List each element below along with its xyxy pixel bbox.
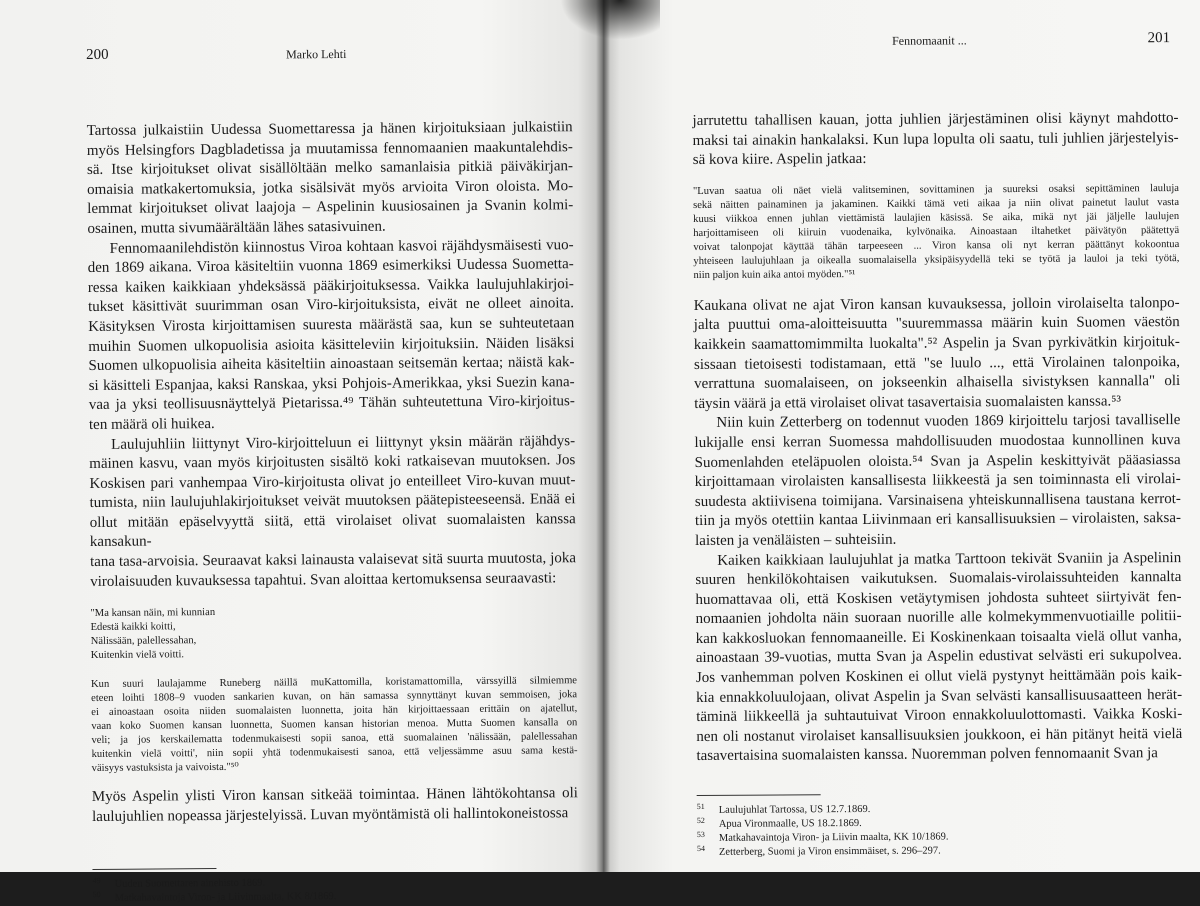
quote-line: väisyys vastuksista ja vaivoista."⁵⁰ — [92, 758, 578, 776]
text-line: kia ennakkoluulojaan, olivat Aspelin ja Svan selvästi kansallisuusaatteen herät- — [696, 686, 1182, 709]
text-line: kan kakkosluokan fennomaaneille. Ei Koskinenkaan toisaalta vielä ollut vanha, — [696, 627, 1182, 650]
text-line: Fennomaanilehdistön kiinnostus Viroa kohtaan kasvoi räjähdysmäisesti vuo- — [88, 236, 574, 259]
block-quote — [91, 674, 578, 776]
text-line: vaa ja yksi teollisuusnäyttelyä Pietarissa.⁴⁹ Tähän suhteutettuna Viro-kirjoitus- — [89, 392, 575, 415]
quote-line: eteen loihti 1808–9 vuoden sankarien kuvan, on hän samassa synnyttänyt kuvan semmoisen, joka — [91, 688, 577, 706]
text-line: myös Helsingfors Dagbladetissa ja muutamissa fennomaanien maakuntalehdis- — [87, 138, 573, 161]
quote-line: harjoittamiseen oli kiiruin vuodenaika, kylvönaika. Ainoastaan iltahetket päivätyön päätettyä — [693, 224, 1179, 241]
text-line: tana tasa-arvoisia. Seuraavat kaksi lainausta valaisevat sitä suurta muutosta, joka — [90, 549, 576, 572]
poem-line: Edestä kaikki koitti, — [91, 617, 577, 635]
text-line: ainoastaan 39-vuotias, mutta Svan ja Aspelin edustivat selvästi eri sukupolvea. — [696, 646, 1182, 669]
poem-quote — [90, 603, 576, 663]
running-head: Fennomaanit ... — [892, 33, 967, 48]
text-line: sissaan tietoisesti todistamaan, että "se luulo ..., että Virolainen talonpoika, — [694, 353, 1180, 376]
text-line: tiin ja myös otettiin kantaa Liivinmaan eri kansallisuuksien – virolaisten, saksa- — [695, 509, 1181, 532]
text-line: Käsityksen Virosta kirjoittamisen suuresta määrästä saa, kun se suhteutetaan — [88, 314, 574, 337]
text-line: täminä liikkeellä ja suhtautuivat Viroon ennakkoluulottomasti. Vaikka Koski- — [696, 705, 1182, 728]
left-page — [0, 0, 602, 872]
text-line: laisten ja venäläisten – suhteisiin. — [695, 529, 1181, 552]
quote-line: voivat talonpojat käyttää tähän tarpeeseen ... Viron kansa oli nyt kerran päättänyt kokoontua — [693, 238, 1179, 255]
quote-line: Kun suuri laulajamme Runeberg näillä muKattomilla, koristamattomilla, värssyillä silmiemme — [91, 674, 577, 692]
text-line: suudesta aktiivisena toimijana. Varsinaisena yhteiskunnallisena taustana kerrot- — [695, 490, 1181, 513]
text-line: nen oli nostanut virolaiset kansallisuuksien joukkoon, ei hän pitänyt heitä vielä — [696, 725, 1182, 748]
text-line: si käsitteli Espanjaa, kaksi Ranskaa, yksi Pohjois-Amerikkaa, yksi Suezin kana- — [89, 373, 575, 396]
text-line: Tartossa julkaistiin Uudessa Suomettaressa ja hänen kirjoituksiaan julkaistiin — [87, 118, 573, 141]
right-page-content — [692, 30, 1183, 860]
paragraph — [87, 118, 574, 239]
quote-line: kuusi viikkoa ennen juhlan viettämistä laulajien käsissä. Se aika, mikä nyt jäi jäljelle laulujen — [693, 210, 1179, 227]
text-line: den 1869 aikana. Viroa käsiteltiin vuonna 1869 esimerkiksi Uudessa Suometta- — [88, 255, 574, 278]
text-line: kirjoittamaan virolaisten kansallisesta liikkeestä ja sen toiminnasta eli virolai- — [695, 470, 1181, 493]
text-line: Kaukana olivat ne ajat Viron kansan kuvauksessa, jolloin virolaiselta talonpo- — [694, 294, 1180, 317]
text-line: tukset käsittivät suurimman osan Viro-kirjoituksista, eivät ne olleet ainoita. — [88, 295, 574, 318]
text-line: maksi tai ainakin hankalaksi. Kun lupa lopulta oli saatu, tuli juhlien järjestelyis- — [693, 129, 1179, 152]
right-page — [602, 0, 1200, 872]
text-line: Kaiken kaikkiaan laulujuhlat ja matka Tarttoon tekivät Svaniin ja Aspelinin — [695, 549, 1181, 572]
text-line: mäinen kasvu, vaan myös kirjoitusten sisältö koki ratkaisevan muutoksen. Jos — [89, 451, 575, 474]
footnote-text: Apua Vironmaalle, US 18.2.1869. — [719, 818, 862, 830]
running-head: Marko Lehti — [286, 47, 346, 62]
footnote-text: Laulujuhlat Tartossa, US 12.7.1869. — [719, 804, 871, 816]
quote-line: yhteiseen laulujuhlaan ja oikealla suomalaisella yksipäisyydellä teki se työtä ja lauloi ja teki työtä, — [693, 252, 1179, 269]
text-line: jarrutettu tahallisen kauan, jotta juhlien järjestäminen olisi käynyt mahdotto- — [692, 109, 1178, 132]
paragraph — [695, 549, 1182, 767]
book-gutter — [596, 0, 610, 872]
text-line: lukijalle ensi kerran Suomessa mahdollisuuden muodostaa kunnollinen kuva — [694, 431, 1180, 454]
text-line: laulujuhlien nopeassa järjestelyissä. Luvan myöntämistä oli hallintokoneistossa — [92, 804, 578, 827]
text-line: Laulujuhliin liittynyt Viro-kirjoitteluun ei liittynyt yksin määrän räjähdys- — [89, 432, 575, 455]
text-line: tasavertaisina suomalaisten kanssa. Nuoremman polven fennomaanit Svan ja — [696, 744, 1182, 767]
quote-line: sekä näitten painaminen ja jakaminen. Kaikki tämä veti aikaa ja niin olivat painetut laulut vasta — [693, 196, 1179, 213]
text-line: suuren henkilökohtaisen vaikutuksen. Suomalais-virolaissuhteiden kannalta — [695, 568, 1181, 591]
text-line: ressa kaiken kaikkiaan yhdeksässä pääkirjoituksessa. Vaikka laulujuhlakirjoi- — [88, 275, 574, 298]
scan-shadow — [560, 0, 660, 40]
paragraph — [92, 784, 578, 827]
poem-line: Kuitenkin vielä voitti. — [91, 645, 577, 663]
text-line: Myös Aspelin ylisti Viron kansan sitkeää toimintaa. Hänen lähtökohtansa oli — [92, 784, 578, 807]
text-line: Jos vanhemman polven Koskinen ei ollut vielä pystynyt heittämään pois kaik- — [696, 666, 1182, 689]
text-line: täysin väärä ja että virolaiset olivat tasavertaisia suomalaisten kanssa.⁵³ — [694, 392, 1180, 415]
block-quote — [693, 182, 1180, 283]
text-line: sä kova kiire. Aspelin jatkaa: — [693, 148, 1179, 171]
right-body — [692, 109, 1183, 860]
page-number: 201 — [1147, 30, 1170, 47]
paragraph — [694, 294, 1181, 415]
text-line: Suomenlahden eteläpuolen oloista.⁵⁴ Svan ja Aspelin keskittyivät pääasiassa — [695, 451, 1181, 474]
right-page-header — [692, 30, 1178, 57]
footnote-rule — [92, 868, 216, 870]
quote-line: "Luvan saatua oli näet vielä valitseminen, sovittaminen ja suureksi osaksi sepittäminen lauluja — [693, 182, 1179, 199]
footnote — [93, 889, 579, 906]
text-line: kaikkein saamattomimmilta luokalta".⁵² Aspelin ja Svan pyrkivätkin kirjoituk- — [694, 333, 1180, 356]
text-line: omaisia matkakertomuksia, jotka sisälsivät myös arvioita Viron oloista. Mo- — [87, 177, 573, 200]
text-line: ten määrä oli huikea. — [89, 412, 575, 435]
left-page-header — [86, 43, 572, 71]
footnote-rule — [697, 794, 821, 796]
text-line: Suomen ulkopuolisia aiheita käsiteltiin ainoastaan seitsemän kertaa; näistä kak- — [88, 353, 574, 376]
paragraph — [89, 432, 576, 593]
text-line: sä. Itse kirjoitukset olivat sisällöltään melko samanlaisia pitkiä päiväkirjan- — [87, 157, 573, 180]
page-number: 200 — [86, 47, 109, 64]
footnotes — [697, 792, 1183, 860]
quote-line: ei ainoastaan osoita niiden suomalaisten luonnetta, joita hän kirjoittaessaan erittäin on ajatellut, — [91, 702, 577, 720]
paragraph — [692, 109, 1178, 171]
quote-line: vaan koko Suomen kansan luonnetta, Suomen kansan historian menoa. Mutta Suomen kansalla on — [91, 716, 577, 734]
text-line: huomattavaa oli, että Koskisen vetäytymisen johdosta suhteet siirtyivät fen- — [695, 588, 1181, 611]
footnote — [697, 843, 1183, 860]
quote-line: veli; ja jos kerskailematta todenmukaisesti sopii sanoa, että suomalainen 'nälissään, palellessahan — [91, 730, 577, 748]
left-body — [87, 118, 579, 906]
text-line: muihin Suomen ulkopuolisia asioita käsitteleviin kirjoituksiin. Näiden lisäksi — [88, 334, 574, 357]
text-line: Niin kuin Zetterberg on todennut vuoden 1869 kirjoittelu tarjosi tavalliselle — [694, 411, 1180, 434]
footnotes — [92, 866, 578, 906]
text-line: verrattuna suomalaiseen, on jokseenkin alhaisella sivistyksen kannalla" oli — [694, 372, 1180, 395]
text-line: virolaisuuden kuvauksessa tapahtui. Svan aloittaa kertomuksensa seuraavasti: — [90, 569, 576, 592]
text-line: osainen, mutta sivumäärältään lähes satasivuinen. — [87, 216, 573, 239]
text-line: jalta puuttui oma-aloitteisuutta "suuremmassa määrin kuin Suomen väestön — [694, 313, 1180, 336]
paragraph — [694, 411, 1181, 551]
poem-line: Nälissään, palellessahan, — [91, 631, 577, 649]
left-page-content — [86, 43, 579, 906]
footnote-text: Zetterberg, Suomi ja Viron ensimmäiset, s. 296–297. — [719, 846, 941, 858]
text-line: lemmat kirjoitukset olivat laajoja – Aspelinin kuusiosainen ja Svanin kolmi- — [87, 197, 573, 220]
text-line: tumista, niin laulujuhlakirjoitukset veivät muutoksen päätepisteeseensä. Enää ei — [90, 490, 576, 513]
poem-line: "Ma kansan näin, mi kunnian — [90, 603, 576, 621]
footnote-text: Matkahavaintoja Viron- ja Liivinmaalta, KK 8/1869. — [115, 891, 337, 904]
quote-line: kuitenkin vielä voitti', niin sopii yhtä todenmukaisesti sanoa, että veljessämme asuu sama kestä- — [92, 744, 578, 762]
quote-line: niin paljon kuin aika antoi myöden."⁵¹ — [693, 266, 1179, 283]
paragraph — [88, 236, 576, 436]
footnote-text: Uuden Suomettaren ainehisto 1869. — [115, 878, 266, 890]
text-line: ollut mitään epäselvyyttä siitä, että virolaiset olivat suomalaisten kanssa kansakun- — [90, 510, 576, 553]
footnote-text: Matkahavaintoja Viron- ja Liivin maalta, KK 10/1869. — [719, 831, 949, 843]
text-line: nomaanien johdolta näin suoraan nuorille alle kolmekymmenvuotiaille politii- — [696, 607, 1182, 630]
text-line: Koskisen pari vanhempaa Viro-kirjoitusta olivat jo enteilleet Viro-kuvan muut- — [89, 471, 575, 494]
